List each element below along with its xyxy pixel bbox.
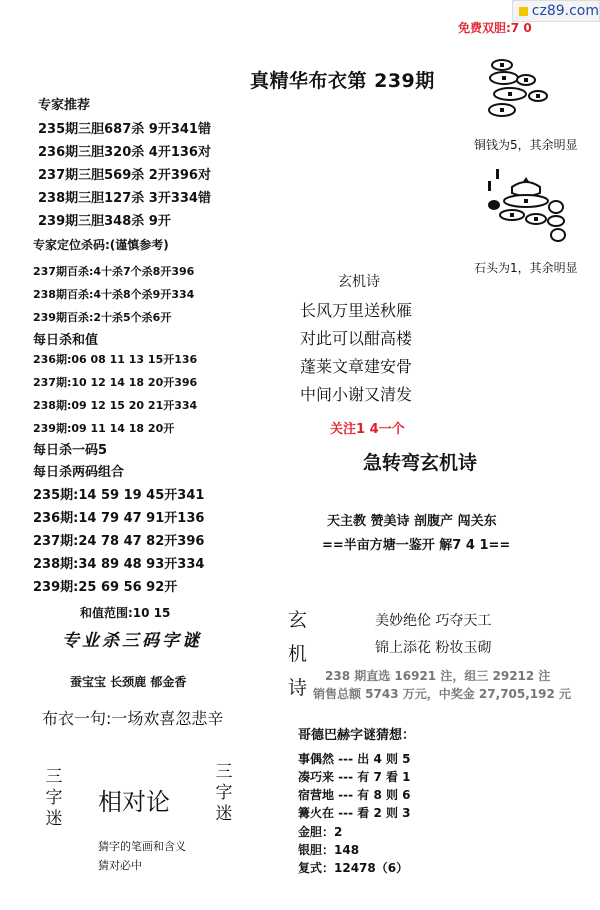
list-item: 236期:06 08 11 13 15开136 xyxy=(33,353,198,366)
list-item: 235期三胆687杀 9开341错 xyxy=(38,122,211,137)
sales-line-1: 238 期直选 16921 注，组三 29212 注 xyxy=(325,669,551,683)
position-kill-header: 专家定位杀码:(谨慎参考) xyxy=(33,238,169,252)
list-item: 237期:24 78 47 82开396 xyxy=(33,534,205,549)
list-item: 239期三胆348杀 9开 xyxy=(38,214,171,229)
list-item: 宿营地 --- 有 8 则 6 xyxy=(298,788,411,802)
expert-picks-list xyxy=(38,118,211,233)
poem-line: 蓬莱文章建安骨 xyxy=(300,357,413,376)
list-item: 236期:14 79 47 91开136 xyxy=(33,511,205,526)
list-item: 239期百杀:2十杀5个杀6开 xyxy=(33,311,172,324)
xuanji-vertical-label: 玄 机 诗 xyxy=(288,609,308,699)
focus-note: 关注1 4一个 xyxy=(330,422,405,437)
list-item: 238期百杀:4十杀8个杀9开334 xyxy=(33,288,195,301)
logo-square-icon xyxy=(519,7,528,16)
turn-title: 急转弯玄机诗 xyxy=(363,452,478,474)
list-item: 238期:09 12 15 20 21开334 xyxy=(33,399,198,412)
relativity-riddle: 相对论 xyxy=(98,788,170,816)
site-domain: cz89.com xyxy=(531,3,599,19)
guess-note: 猜字的笔画和含义 xyxy=(98,840,186,853)
list-item: 篝火在 --- 看 2 则 3 xyxy=(298,806,411,820)
sum-range: 和值范围:10 15 xyxy=(80,606,171,620)
position-kill-list xyxy=(33,260,194,329)
goldbach-list xyxy=(298,750,411,822)
coin-caption: 铜钱为5，其余明显 xyxy=(474,138,578,152)
goldbach-header: 哥德巴赫字谜猜想： xyxy=(298,728,416,743)
list-item: 236期三胆320杀 4开136对 xyxy=(38,145,211,160)
gold-dan: 金胆：2 xyxy=(298,825,343,839)
list-item: 239期:25 69 56 92开 xyxy=(33,580,178,595)
turn-line-1: 天主教 赞美诗 剖腹产 闯关东 xyxy=(327,514,497,529)
page-title: 真精华布衣第 239期 xyxy=(250,70,435,92)
stone-caption: 石头为1，其余明显 xyxy=(474,261,578,275)
kill-one-code: 每日杀一码5 xyxy=(33,443,108,458)
compound-bet: 复式：12478（6） xyxy=(298,861,409,875)
guess-note-sure: 猜对必中 xyxy=(98,859,142,872)
list-item: 事偶然 --- 出 4 则 5 xyxy=(298,752,411,766)
stone-coin-illustration xyxy=(486,167,571,245)
poem-line: 对此可以酣高楼 xyxy=(300,329,413,348)
expert-header: 专家推荐 xyxy=(38,98,91,113)
list-item: 235期:14 59 19 45开341 xyxy=(33,488,205,503)
xuanji-line-2: 锦上添花 粉妆玉砌 xyxy=(375,640,492,656)
list-item: 237期百杀:4十杀7个杀8开396 xyxy=(33,265,195,278)
poem-line: 中间小谢又清发 xyxy=(300,385,413,404)
poem-title: 玄机诗 xyxy=(338,274,380,290)
list-item: 238期三胆127杀 3开334错 xyxy=(38,191,211,206)
sum-kill-header: 每日杀和值 xyxy=(33,333,99,348)
poem-line: 长风万里送秋雁 xyxy=(300,301,413,320)
three-char-riddle-left: 三 字 迷 xyxy=(45,767,63,829)
buyi-line: 布衣一句:一场欢喜忽悲辛 xyxy=(42,709,224,728)
list-item: 凑巧来 --- 有 7 看 1 xyxy=(298,770,411,784)
sum-kill-list xyxy=(33,348,197,440)
list-item: 239期:09 11 14 18 20开 xyxy=(33,422,175,435)
poem-lines xyxy=(300,297,412,409)
sales-line-2: 销售总额 5743 万元，中奖金 27,705,192 元 xyxy=(313,687,572,701)
riddle-words: 蚕宝宝 长颈鹿 郁金香 xyxy=(70,675,187,689)
coin-stack-illustration xyxy=(482,56,557,121)
riddle-title: 专业杀三码字谜 xyxy=(62,631,202,651)
two-code-header: 每日杀两码组合 xyxy=(33,465,125,480)
list-item: 237期三胆569杀 2开396对 xyxy=(38,168,211,183)
free-double-label: 免费双胆:7 0 xyxy=(458,21,532,35)
turn-line-2: ==半亩方塘一鉴开 解7 4 1== xyxy=(322,538,511,553)
silver-dan: 银胆：148 xyxy=(298,843,360,857)
three-char-riddle-right: 三 字 迷 xyxy=(215,762,233,824)
list-item: 238期:34 89 48 93开334 xyxy=(33,557,205,572)
xuanji-line-1: 美妙绝伦 巧夺天工 xyxy=(375,613,492,629)
two-code-list xyxy=(33,484,204,599)
list-item: 237期:10 12 14 18 20开396 xyxy=(33,376,198,389)
